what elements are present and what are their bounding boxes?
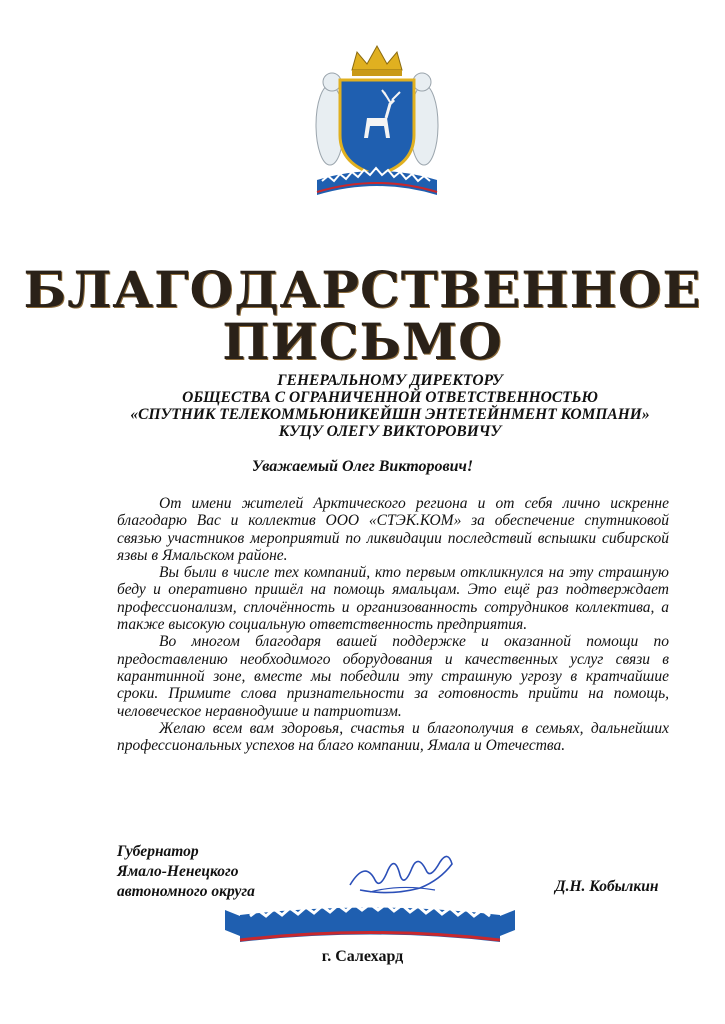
- salutation: Уважаемый Олег Викторович!: [251, 458, 474, 475]
- letter-body: [117, 495, 669, 754]
- addressee-line: КУЦУ ОЛЕГУ ВИКТОРОВИЧУ: [278, 423, 502, 440]
- body-paragraph: Вы были в числе тех компаний, кто первым откликнулся на эту страшную беду и оперативно пришёл на помощь ямальцам. Это ещё раз подтверждает профессионализм, сплочённость и организованность сотрудников коллектива, а также высокую социальную ответственность предприятия.: [117, 564, 669, 634]
- handwritten-signature: [340, 840, 460, 900]
- addressee-line: ГЕНЕРАЛЬНОМУ ДИРЕКТОРУ: [277, 372, 503, 389]
- signatory-title-line: автономного округа: [117, 883, 255, 900]
- signatory-name: Д.Н. Кобылкин: [555, 878, 659, 895]
- signatory-title-line: Губернатор: [117, 843, 199, 860]
- signatory-title-line: Ямало-Ненецкого: [117, 863, 239, 880]
- signatory-title: [117, 842, 255, 902]
- title-line-1: БЛАГОДАРСТВЕННОЕ: [23, 260, 702, 319]
- body-paragraph: Во многом благодаря вашей поддержке и оказанной помощи по предоставлению необходимого оборудования и качественных услуг связи в карантинной зоне, вместе мы победили эту страшную угрозу в кратчайшие сроки. Примите слова признательности за готовность прийти на помощь, человеческое неравнодушие и патриотизм.: [117, 633, 669, 720]
- title-line-2: ПИСЬМО: [222, 312, 503, 371]
- body-paragraph: От имени жителей Арктического региона и от себя лично искренне благодарю Вас и коллектив ООО «СТЭК.КОМ» за обеспечение спутниковой связью участников мероприятий по ликвидации последствий вспышки сибирской язвы в Ямальском районе.: [117, 495, 669, 564]
- addressee-line: «СПУТНИК ТЕЛЕКОММЬЮНИКЕЙШН ЭНТЕТЕЙНМЕНТ КОМПАНИ»: [130, 406, 650, 423]
- addressee-block: [90, 372, 690, 440]
- coat-of-arms-emblem: [312, 40, 442, 200]
- addressee-line: ОБЩЕСТВА С ОГРАНИЧЕННОЙ ОТВЕТСТВЕННОСТЬЮ: [182, 389, 598, 406]
- body-paragraph: Желаю всем вам здоровья, счастья и благополучия в семьях, дальнейших профессиональных успехов на благо компании, Ямала и Отечества.: [117, 719, 669, 755]
- city-label: г. Салехард: [321, 948, 404, 965]
